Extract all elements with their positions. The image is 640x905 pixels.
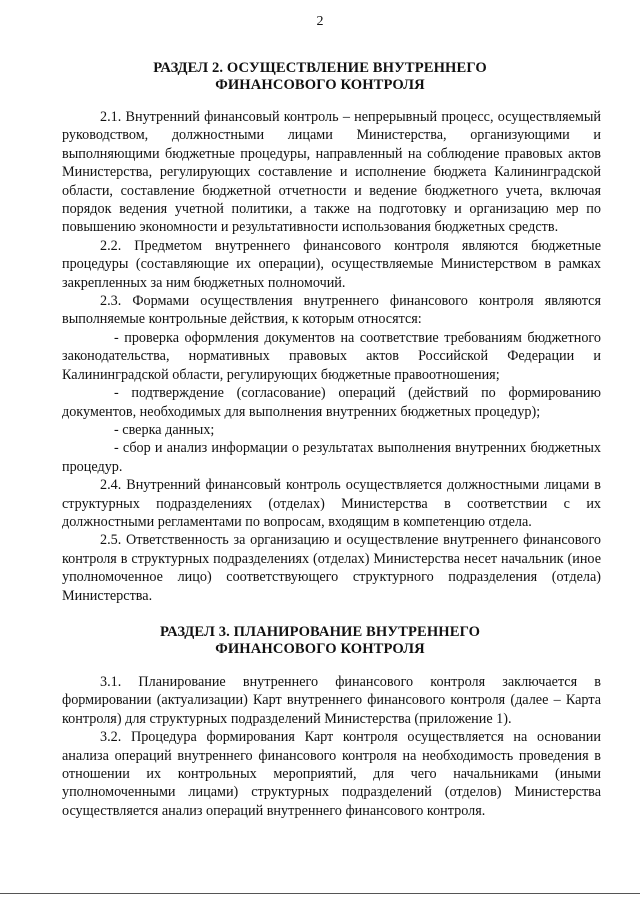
section-2-body	[62, 108, 601, 605]
paragraph-2-5: 2.5. Ответственность за организацию и осуществление внутреннего финансового контроля в структурных подразделениях (отделах) Министерства несет начальник (иное уполномоченное лицо) соответствующего структурного подразделения (отдела) Министерства.	[62, 532, 601, 604]
section-2-heading	[0, 60, 640, 94]
section-3-title-line2: ФИНАНСОВОГО КОНТРОЛЯ	[215, 641, 425, 657]
list-item-confirmation: - подтверждение (согласование) операций (действий по формированию документов, необходимых для выполнения внутренних бюджетных процедур);	[62, 385, 601, 420]
section-3-title-line1: РАЗДЕЛ 3. ПЛАНИРОВАНИЕ ВНУТРЕННЕГО	[159, 624, 481, 640]
paragraph-2-3: 2.3. Формами осуществления внутреннего финансового контроля являются выполняемые контрольные действия, к которым относятся:	[62, 293, 601, 328]
page-number: 2	[316, 14, 324, 29]
list-item-check-documents: - проверка оформления документов на соответствие требованиям бюджетного законодательства, нормативных правовых актов Российской Федерации и Калининградской области, регулирующих бюджетные правоотношения;	[62, 329, 601, 383]
section-3-body	[62, 673, 601, 820]
paragraph-3-2: 3.2. Процедура формирования Карт контроля осуществляется на основании анализа операций внутреннего финансового контроля на необходимость проведения в отношении их контрольных мероприятий, для чего начальниками (иными уполномоченными лицами) структурных подразделений (отделов) Министерства осуществляется анализ операций внутреннего финансового контроля.	[62, 729, 601, 819]
paragraph-2-4: 2.4. Внутренний финансовый контроль осуществляется должностными лицами в структурных подразделениях (отделах) Министерства в соответствии с их должностными регламентами по вопросам, входящим в компетенцию отдела.	[62, 477, 601, 530]
section-2-title-line1: РАЗДЕЛ 2. ОСУЩЕСТВЛЕНИЕ ВНУТРЕННЕГО	[153, 60, 487, 76]
paragraph-2-1: 2.1. Внутренний финансовый контроль – непрерывный процесс, осуществляемый руководством, должностными лицами Министерства, организующими и выполняющими бюджетные процедуры, направленный на соблюдение правовых актов Министерства, регулирующих составление и исполнение бюджета Калининградской области, составление бюджетной отчетности и ведение бюджетного учета, включая порядок ведения учетной политики, а также на подготовку и организацию мер по повышению экономности и результативности использования бюджетных средств.	[62, 109, 601, 236]
section-2-title-line2: ФИНАНСОВОГО КОНТРОЛЯ	[215, 77, 425, 93]
list-item-data-reconciliation: - сверка данных;	[114, 421, 215, 438]
paragraph-2-2: 2.2. Предметом внутреннего финансового контроля являются бюджетные процедуры (составляющие их операции), осуществляемые Министерством в рамках закрепленных за ним бюджетных полномочий.	[62, 237, 601, 291]
list-item-info-collection: - сбор и анализ информации о результатах выполнения внутренних бюджетных процедур.	[62, 440, 601, 475]
page-bottom-rule	[0, 893, 640, 894]
section-3-heading	[0, 624, 640, 658]
paragraph-3-1: 3.1. Планирование внутреннего финансового контроля заключается в формировании (актуализации) Карт внутреннего финансового контроля (далее – Карта контроля) для структурных подразделений Министерства (приложение 1).	[62, 674, 601, 727]
